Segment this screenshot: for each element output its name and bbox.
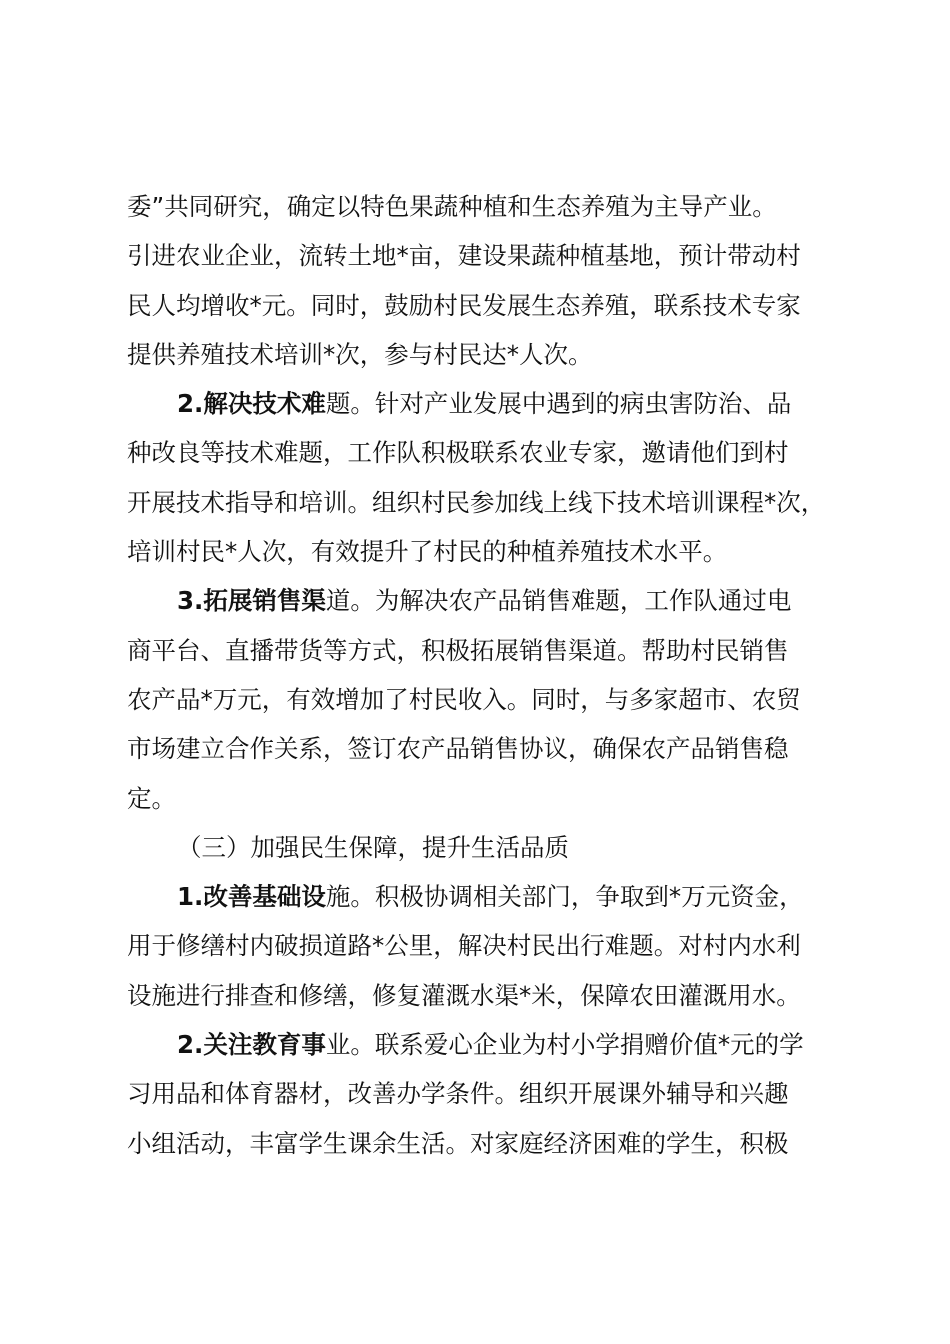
- paragraph: [127, 379, 832, 576]
- text-line: 商平台、直播带货等方式，积极拓展销售渠道。帮助村民销售: [127, 635, 789, 665]
- text-line: 农产品*万元，有效增加了村民收入。同时，与多家超市、农贸: [127, 684, 801, 714]
- text-line: 培训村民*人次，有效提升了村民的种植养殖技术水平。: [127, 537, 728, 567]
- text-line: 提供养殖技术培训*次，参与村民达*人次。: [127, 339, 593, 369]
- text-line: 引进农业企业，流转土地*亩，建设果蔬种植基地，预计带动村: [127, 241, 801, 271]
- paragraph-text: 道。为解决农产品销售难题，工作队通过电: [325, 586, 792, 616]
- paragraph-heading: 1.改善基础设: [177, 882, 326, 912]
- paragraph-heading: 2.关注教育事: [177, 1030, 326, 1060]
- text-line: [127, 1020, 832, 1069]
- paragraph-text: 施。积极协调相关部门，争取到*万元资金，: [325, 882, 804, 912]
- text-line: 定。: [127, 783, 176, 813]
- paragraph-text: 业。联系爱心企业为村小学捐赠价值*元的学: [325, 1030, 804, 1060]
- paragraph-heading: 3.拓展销售渠: [177, 586, 326, 616]
- text-line: [127, 379, 832, 428]
- paragraph: [127, 872, 832, 1020]
- paragraph: [127, 1020, 832, 1168]
- text-line: 种改良等技术难题，工作队积极联系农业专家，邀请他们到村: [127, 438, 789, 468]
- text-line: 民人均增收*元。同时，鼓励村民发展生态养殖，联系技术专家: [127, 290, 801, 320]
- text-line: 习用品和体育器材，改善办学条件。组织开展课外辅导和兴趣: [127, 1079, 789, 1109]
- paragraph: [127, 576, 832, 822]
- text-line: 用于修缮村内破损道路*公里，解决村民出行难题。对村内水利: [127, 931, 801, 961]
- text-line: 市场建立合作关系，签订农产品销售协议，确保农产品销售稳: [127, 734, 789, 764]
- paragraph-heading: 2.解决技术难: [177, 389, 326, 419]
- section-heading: [127, 823, 832, 872]
- text-line: [127, 576, 832, 625]
- text-line: 开展技术指导和培训。组织村民参加线上线下技术培训课程*次，: [127, 487, 826, 517]
- text-line: 委”共同研究，确定以特色果蔬种植和生态养殖为主导产业。: [127, 192, 777, 221]
- paragraph-text: 题。针对产业发展中遇到的病虫害防治、品: [325, 389, 792, 419]
- document-body: [127, 182, 832, 1168]
- text-line: 小组活动，丰富学生课余生活。对家庭经济困难的学生，积极: [127, 1128, 789, 1158]
- section-title: （三）加强民生保障，提升生活品质: [177, 832, 569, 862]
- text-line: [127, 872, 832, 921]
- text-line: 设施进行排查和修缮，修复灌溉水渠*米，保障农田灌溉用水。: [127, 980, 801, 1010]
- paragraph: [127, 182, 832, 379]
